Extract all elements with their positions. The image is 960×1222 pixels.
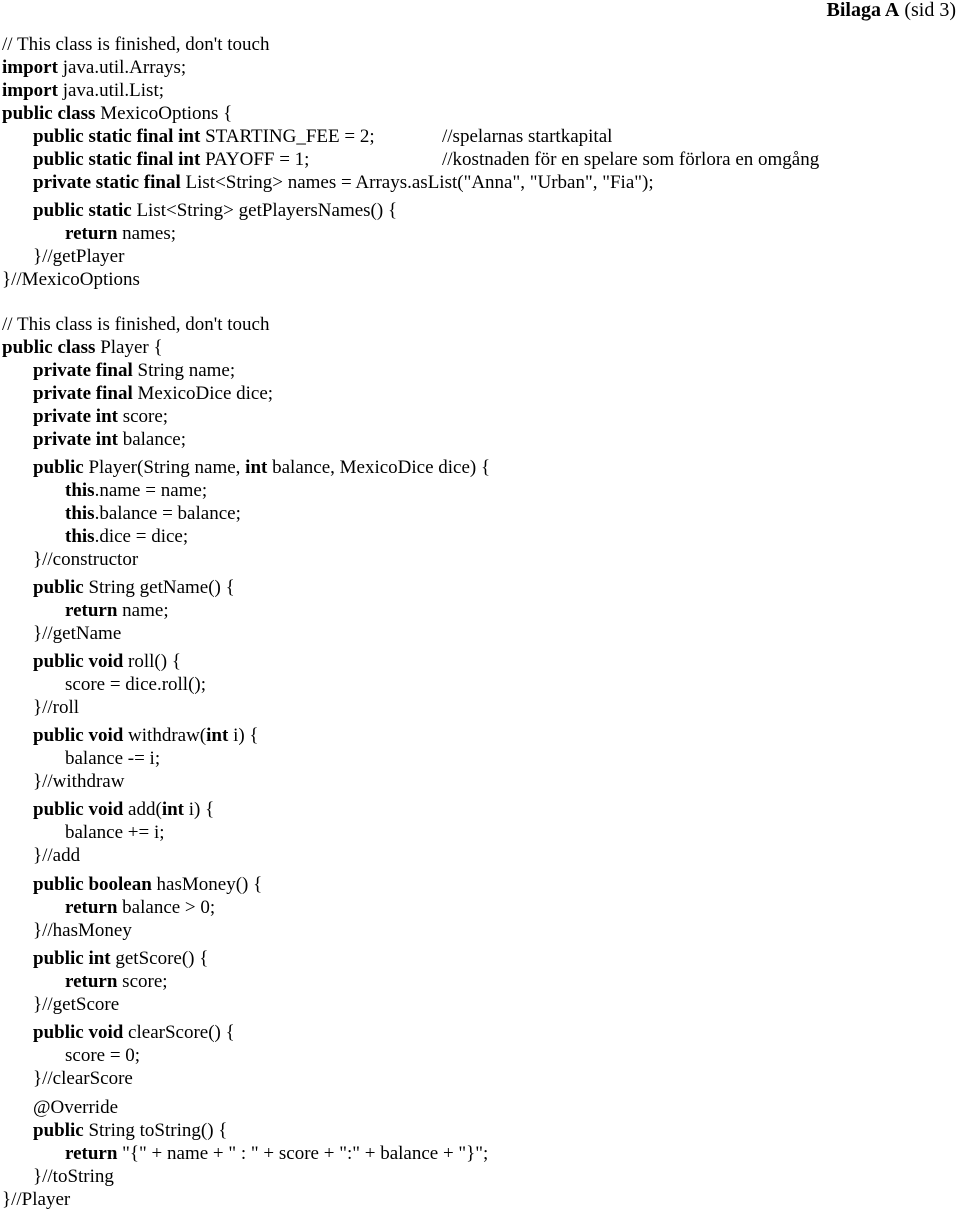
code-keyword: public class bbox=[2, 337, 96, 358]
code-keyword: public static final int bbox=[33, 149, 201, 170]
code-text: .dice = dice; bbox=[94, 526, 189, 547]
code-keyword: public int bbox=[33, 948, 111, 969]
code-text: getScore() { bbox=[110, 948, 209, 969]
code-line bbox=[33, 171, 654, 194]
code-line bbox=[2, 79, 164, 102]
code-line bbox=[65, 222, 176, 245]
code-keyword: return bbox=[65, 1143, 118, 1164]
code-line bbox=[33, 798, 214, 821]
code-line bbox=[33, 993, 119, 1016]
code-line bbox=[2, 1188, 70, 1211]
code-text: // This class is finished, don't touch bbox=[2, 34, 270, 55]
code-text: STARTING_FEE = 2; bbox=[200, 126, 375, 147]
code-line bbox=[33, 1096, 118, 1119]
code-line bbox=[33, 1119, 227, 1142]
code-line bbox=[33, 1067, 133, 1090]
code-keyword: public class bbox=[2, 103, 96, 124]
code-text: String name; bbox=[132, 360, 236, 381]
appendix-label: Bilaga A bbox=[826, 0, 900, 21]
code-keyword: public bbox=[33, 457, 84, 478]
code-text: add( bbox=[123, 799, 162, 820]
code-keyword: return bbox=[65, 223, 118, 244]
code-text: java.util.List; bbox=[57, 80, 165, 101]
code-line bbox=[65, 896, 215, 919]
code-text: balance; bbox=[117, 429, 187, 450]
code-text: @Override bbox=[33, 1097, 119, 1118]
code-line bbox=[2, 33, 269, 56]
code-keyword: public bbox=[33, 1120, 84, 1141]
code-keyword: private final bbox=[33, 383, 133, 404]
code-line bbox=[65, 479, 207, 502]
code-text: MexicoOptions { bbox=[95, 103, 233, 124]
code-text: List<String> getPlayersNames() { bbox=[131, 200, 398, 221]
code-keyword: public void bbox=[33, 1022, 124, 1043]
code-text: score = 0; bbox=[65, 1045, 141, 1066]
code-text: List<String> names = Arrays.asList("Anna", "Urban", "Fia"); bbox=[180, 172, 654, 193]
code-line bbox=[33, 947, 208, 970]
code-text: java.util.Arrays; bbox=[57, 57, 187, 78]
code-text: "{" + name + " : " + score + ":" + balance + "}"; bbox=[117, 1143, 489, 1164]
code-text: score; bbox=[117, 971, 168, 992]
code-line bbox=[65, 599, 169, 622]
code-line bbox=[65, 502, 241, 525]
code-line bbox=[33, 428, 186, 451]
code-text: score = dice.roll(); bbox=[65, 674, 207, 695]
code-text: }//getPlayer bbox=[33, 246, 125, 267]
code-text: String toString() { bbox=[83, 1120, 228, 1141]
code-keyword: public void bbox=[33, 725, 124, 746]
code-text: }//MexicoOptions bbox=[2, 269, 140, 290]
code-line bbox=[33, 724, 259, 747]
code-line bbox=[65, 747, 160, 770]
code-keyword: import bbox=[2, 80, 58, 101]
code-line bbox=[33, 696, 79, 719]
code-line bbox=[2, 313, 269, 336]
code-line bbox=[33, 548, 138, 571]
code-keyword: private static final bbox=[33, 172, 181, 193]
code-keyword: private int bbox=[33, 406, 118, 427]
code-text: MexicoDice dice; bbox=[132, 383, 274, 404]
code-text: }//withdraw bbox=[33, 771, 125, 792]
code-line bbox=[33, 199, 397, 222]
code-line bbox=[33, 1021, 235, 1044]
code-text: }//roll bbox=[33, 697, 80, 718]
code-text: String getName() { bbox=[83, 577, 235, 598]
code-text: }//constructor bbox=[33, 549, 139, 570]
code-comment: //kostnaden för en spelare som förlora en omgång bbox=[442, 149, 820, 170]
code-text: }//getScore bbox=[33, 994, 120, 1015]
code-text: }//hasMoney bbox=[33, 920, 132, 941]
code-text: hasMoney() { bbox=[151, 874, 263, 895]
code-keyword: import bbox=[2, 57, 58, 78]
code-text: .name = name; bbox=[94, 480, 208, 501]
code-line bbox=[33, 382, 273, 405]
code-text: PAYOFF = 1; bbox=[200, 149, 310, 170]
code-text: }//clearScore bbox=[33, 1068, 133, 1089]
code-text: .balance = balance; bbox=[94, 503, 241, 524]
code-text: balance, MexicoDice dice) { bbox=[267, 457, 491, 478]
code-text: }//toString bbox=[33, 1166, 114, 1187]
code-line bbox=[33, 770, 124, 793]
code-comment: //spelarnas startkapital bbox=[442, 126, 613, 147]
code-line bbox=[33, 650, 181, 673]
code-keyword: return bbox=[65, 600, 118, 621]
code-line bbox=[33, 873, 262, 896]
code-keyword: return bbox=[65, 897, 118, 918]
code-line bbox=[33, 359, 235, 382]
code-keyword: this bbox=[65, 480, 95, 501]
code-line bbox=[33, 148, 820, 171]
code-line bbox=[65, 970, 168, 993]
code-line bbox=[65, 525, 188, 548]
code-keyword: public static bbox=[33, 200, 132, 221]
code-line bbox=[33, 245, 124, 268]
code-keyword: public void bbox=[33, 651, 124, 672]
code-line bbox=[33, 405, 168, 428]
code-text: balance -= i; bbox=[65, 748, 161, 769]
code-keyword: return bbox=[65, 971, 118, 992]
code-line bbox=[33, 576, 235, 599]
code-line bbox=[65, 673, 206, 696]
page-number: (sid 3) bbox=[899, 0, 956, 21]
code-keyword: this bbox=[65, 526, 95, 547]
code-text: i) { bbox=[228, 725, 259, 746]
code-line bbox=[33, 919, 132, 942]
code-keyword: public bbox=[33, 577, 84, 598]
code-keyword: public static final int bbox=[33, 126, 201, 147]
code-line bbox=[33, 456, 490, 479]
code-text: balance += i; bbox=[65, 822, 165, 843]
code-line bbox=[2, 102, 232, 125]
code-line bbox=[33, 622, 121, 645]
code-keyword: int bbox=[161, 799, 184, 820]
code-keyword: public void bbox=[33, 799, 124, 820]
code-line bbox=[33, 844, 80, 867]
code-text: names; bbox=[117, 223, 176, 244]
code-line bbox=[65, 1044, 140, 1067]
code-text: balance > 0; bbox=[117, 897, 216, 918]
code-keyword: public boolean bbox=[33, 874, 152, 895]
code-text: Player { bbox=[95, 337, 163, 358]
code-text: }//Player bbox=[2, 1189, 71, 1210]
code-text: clearScore() { bbox=[123, 1022, 235, 1043]
code-line bbox=[2, 336, 163, 359]
code-line bbox=[2, 56, 186, 79]
code-line bbox=[33, 125, 613, 148]
code-line bbox=[65, 1142, 488, 1165]
code-keyword: int bbox=[245, 457, 268, 478]
code-text: score; bbox=[117, 406, 169, 427]
code-text: i) { bbox=[184, 799, 215, 820]
code-keyword: this bbox=[65, 503, 95, 524]
code-text: // This class is finished, don't touch bbox=[2, 314, 270, 335]
code-text: withdraw( bbox=[123, 725, 207, 746]
code-line bbox=[33, 1165, 114, 1188]
code-keyword: private final bbox=[33, 360, 133, 381]
code-text: }//add bbox=[33, 845, 81, 866]
code-line bbox=[65, 821, 165, 844]
code-text: }//getName bbox=[33, 623, 122, 644]
code-line bbox=[2, 268, 140, 291]
code-text: roll() { bbox=[123, 651, 181, 672]
page-header bbox=[827, 0, 956, 22]
code-keyword: private int bbox=[33, 429, 118, 450]
code-text: name; bbox=[117, 600, 169, 621]
code-text: Player(String name, bbox=[83, 457, 246, 478]
code-keyword: int bbox=[206, 725, 229, 746]
